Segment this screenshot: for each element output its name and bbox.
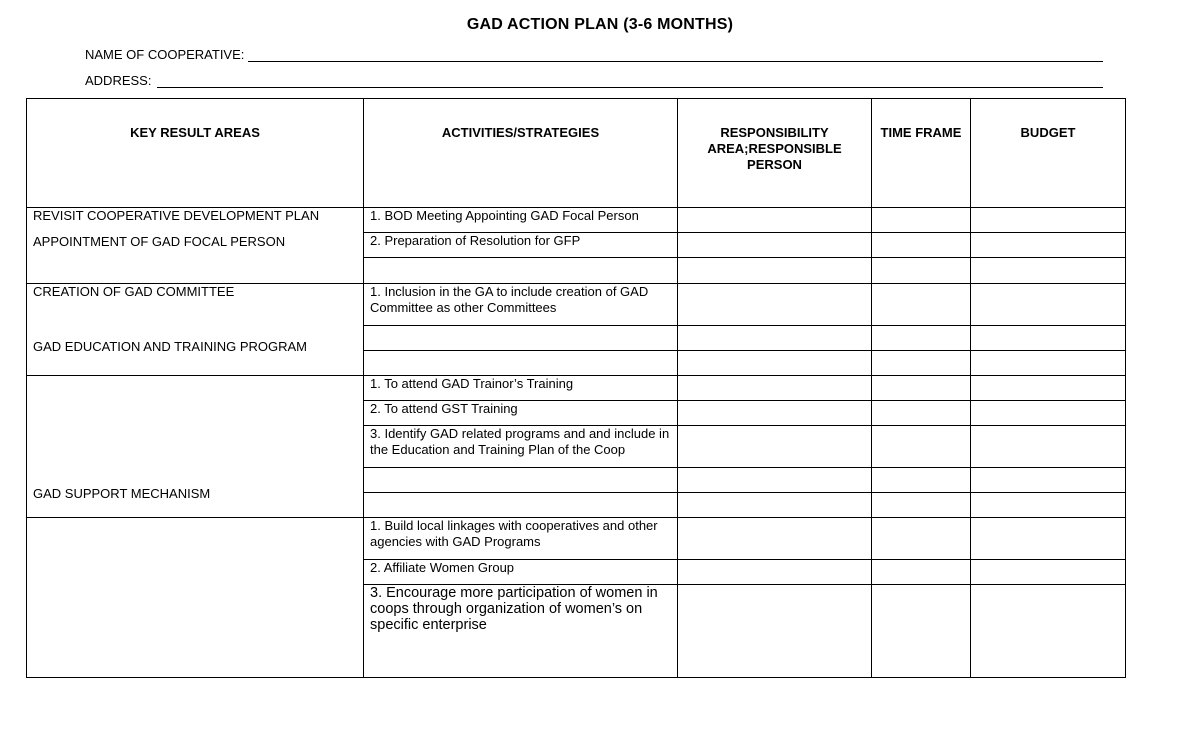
cooperative-name-blank-line[interactable] xyxy=(248,61,1103,62)
responsibility-cell[interactable] xyxy=(678,233,872,258)
activity-cell: 1. Inclusion in the GA to include creation of GAD Committee as other Committees xyxy=(364,284,678,326)
time-frame-cell[interactable] xyxy=(872,518,971,560)
responsibility-cell[interactable] xyxy=(678,208,872,233)
time-frame-cell[interactable] xyxy=(872,351,971,376)
time-frame-cell[interactable] xyxy=(872,401,971,426)
table-row xyxy=(27,284,1126,326)
kra-cell-1 xyxy=(27,208,364,284)
budget-cell[interactable] xyxy=(971,585,1126,678)
header-activities: ACTIVITIES/STRATEGIES xyxy=(364,99,678,208)
kra-cell-2: CREATION OF GAD COMMITTEE xyxy=(27,284,364,376)
header-time-frame: TIME FRAME xyxy=(872,99,971,208)
time-frame-cell[interactable] xyxy=(872,493,971,518)
time-frame-cell[interactable] xyxy=(872,376,971,401)
kra-text: REVISIT COOPERATIVE DEVELOPMENT PLAN xyxy=(33,208,320,223)
activity-cell[interactable] xyxy=(364,351,678,376)
budget-cell[interactable] xyxy=(971,468,1126,493)
time-frame-cell[interactable] xyxy=(872,326,971,351)
responsibility-cell[interactable] xyxy=(678,493,872,518)
time-frame-cell[interactable] xyxy=(872,585,971,678)
time-frame-cell[interactable] xyxy=(872,284,971,326)
table-row xyxy=(27,376,1126,401)
kra-text: APPOINTMENT OF GAD FOCAL PERSON xyxy=(33,234,286,249)
budget-cell[interactable] xyxy=(971,351,1126,376)
budget-cell[interactable] xyxy=(971,426,1126,468)
kra-text: GAD SUPPORT MECHANISM xyxy=(33,486,211,501)
time-frame-cell[interactable] xyxy=(872,426,971,468)
activity-cell[interactable] xyxy=(364,493,678,518)
activity-cell: 2. Preparation of Resolution for GFP xyxy=(364,233,678,258)
address-label: ADDRESS: xyxy=(85,73,152,88)
time-frame-cell[interactable] xyxy=(872,258,971,284)
budget-cell[interactable] xyxy=(971,376,1126,401)
responsibility-cell[interactable] xyxy=(678,326,872,351)
header-responsibility: RESPONSIBILITY AREA;RESPONSIBLE PERSON xyxy=(678,99,872,208)
table-row xyxy=(27,518,1126,560)
budget-cell[interactable] xyxy=(971,284,1126,326)
time-frame-cell[interactable] xyxy=(872,560,971,585)
activity-cell[interactable] xyxy=(364,326,678,351)
address-blank-line[interactable] xyxy=(157,87,1103,88)
activity-cell: 2. To attend GST Training xyxy=(364,401,678,426)
activity-cell: 1. To attend GAD Trainor’s Training xyxy=(364,376,678,401)
cooperative-name-label: NAME OF COOPERATIVE: xyxy=(85,47,245,62)
header-budget: BUDGET xyxy=(971,99,1126,208)
time-frame-cell[interactable] xyxy=(872,468,971,493)
budget-cell[interactable] xyxy=(971,208,1126,233)
budget-cell[interactable] xyxy=(971,401,1126,426)
activity-cell[interactable] xyxy=(364,258,678,284)
responsibility-cell[interactable] xyxy=(678,518,872,560)
activity-cell: 1. BOD Meeting Appointing GAD Focal Person xyxy=(364,208,678,233)
budget-cell[interactable] xyxy=(971,560,1126,585)
responsibility-cell[interactable] xyxy=(678,284,872,326)
budget-cell[interactable] xyxy=(971,493,1126,518)
activity-cell: 2. Affiliate Women Group xyxy=(364,560,678,585)
budget-cell[interactable] xyxy=(971,518,1126,560)
responsibility-cell[interactable] xyxy=(678,468,872,493)
kra-cell-4 xyxy=(27,486,364,678)
responsibility-cell[interactable] xyxy=(678,585,872,678)
page-title: GAD ACTION PLAN (3-6 MONTHS) xyxy=(466,16,734,33)
responsibility-cell[interactable] xyxy=(678,376,872,401)
time-frame-cell[interactable] xyxy=(872,208,971,233)
responsibility-cell[interactable] xyxy=(678,426,872,468)
action-plan-table xyxy=(26,98,1126,678)
budget-cell[interactable] xyxy=(971,233,1126,258)
budget-cell[interactable] xyxy=(971,326,1126,351)
activity-cell: 1. Build local linkages with cooperatives and other agencies with GAD Programs xyxy=(364,518,678,560)
header-key-result-areas: KEY RESULT AREAS xyxy=(27,99,364,208)
responsibility-cell[interactable] xyxy=(678,351,872,376)
budget-cell[interactable] xyxy=(971,258,1126,284)
activity-cell[interactable] xyxy=(364,468,678,493)
responsibility-cell[interactable] xyxy=(678,258,872,284)
table-row xyxy=(27,208,1126,233)
responsibility-cell[interactable] xyxy=(678,401,872,426)
responsibility-cell[interactable] xyxy=(678,560,872,585)
activity-cell: 3. Identify GAD related programs and and include in the Education and Training Plan of the Coop xyxy=(364,426,678,468)
time-frame-cell[interactable] xyxy=(872,233,971,258)
kra-text: GAD EDUCATION AND TRAINING PROGRAM xyxy=(33,339,307,354)
header-row xyxy=(27,99,1126,208)
activity-cell: 3. Encourage more participation of women in coops through organization of women’s on specific enterprise xyxy=(364,585,678,678)
